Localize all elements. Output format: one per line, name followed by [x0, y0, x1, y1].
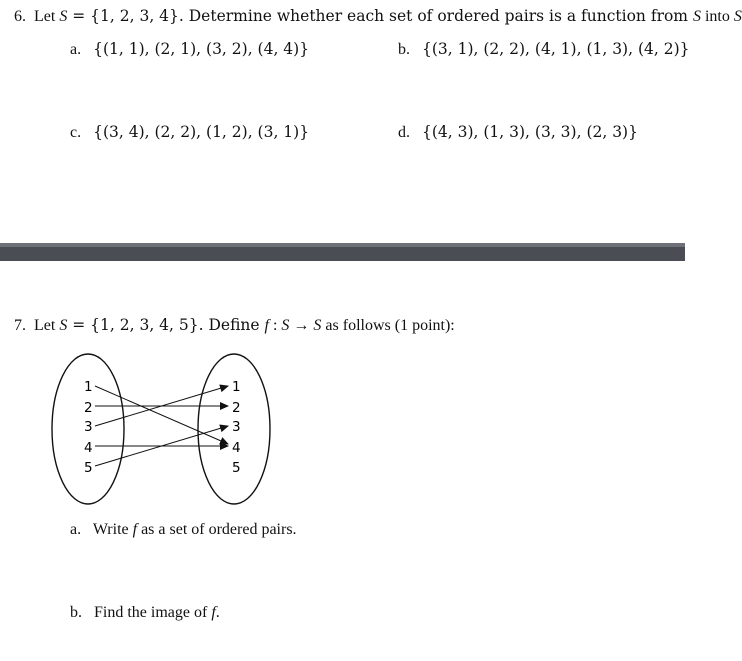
q6-part-c: c. {(3, 4), (2, 2), (1, 2), (3, 1)} — [70, 123, 310, 141]
domain-element-4: 4 — [84, 440, 93, 456]
q6-part-b: b. {(3, 1), (2, 2), (4, 1), (1, 3), (4, 2)} — [398, 40, 690, 58]
domain-element-2: 2 — [84, 400, 93, 416]
codomain-element-2: 2 — [232, 400, 241, 416]
q6-number: 6. — [14, 8, 26, 25]
q6-part-a: a. {(1, 1), (2, 1), (3, 2), (4, 4)} — [70, 40, 310, 58]
codomain-element-3: 3 — [232, 419, 241, 435]
q6-part-b-pairs: {(3, 1), (2, 2), (4, 1), (1, 3), (4, 2)} — [422, 40, 690, 58]
q7-number: 7. — [14, 317, 26, 334]
domain-element-1: 1 — [84, 379, 93, 395]
codomain-element-5: 5 — [232, 460, 241, 476]
q6-part-c-pairs: {(3, 4), (2, 2), (1, 2), (3, 1)} — [93, 123, 310, 141]
q7-part-a: a. Write f as a set of ordered pairs. — [70, 521, 297, 538]
q7-statement: 7. Let S = {1, 2, 3, 4, 5}. Define f : S → S as follows (1 point): — [14, 316, 455, 334]
domain-element-5: 5 — [84, 460, 93, 476]
domain-element-3: 3 — [84, 419, 93, 435]
codomain-element-4: 4 — [232, 440, 241, 456]
q6-part-a-pairs: {(1, 1), (2, 1), (3, 2), (4, 4)} — [93, 40, 310, 58]
arrow-1-to-4 — [95, 386, 228, 444]
q7-part-b: b. Find the image of f. — [70, 604, 220, 621]
q6-part-d-pairs: {(4, 3), (1, 3), (3, 3), (2, 3)} — [422, 123, 638, 141]
codomain-element-1: 1 — [232, 379, 241, 395]
q6-part-d: d. {(4, 3), (1, 3), (3, 3), (2, 3)} — [398, 123, 638, 141]
q6-statement: 6. Let S = {1, 2, 3, 4}. Determine whether each set of ordered pairs is a function from S into S — [14, 7, 742, 25]
